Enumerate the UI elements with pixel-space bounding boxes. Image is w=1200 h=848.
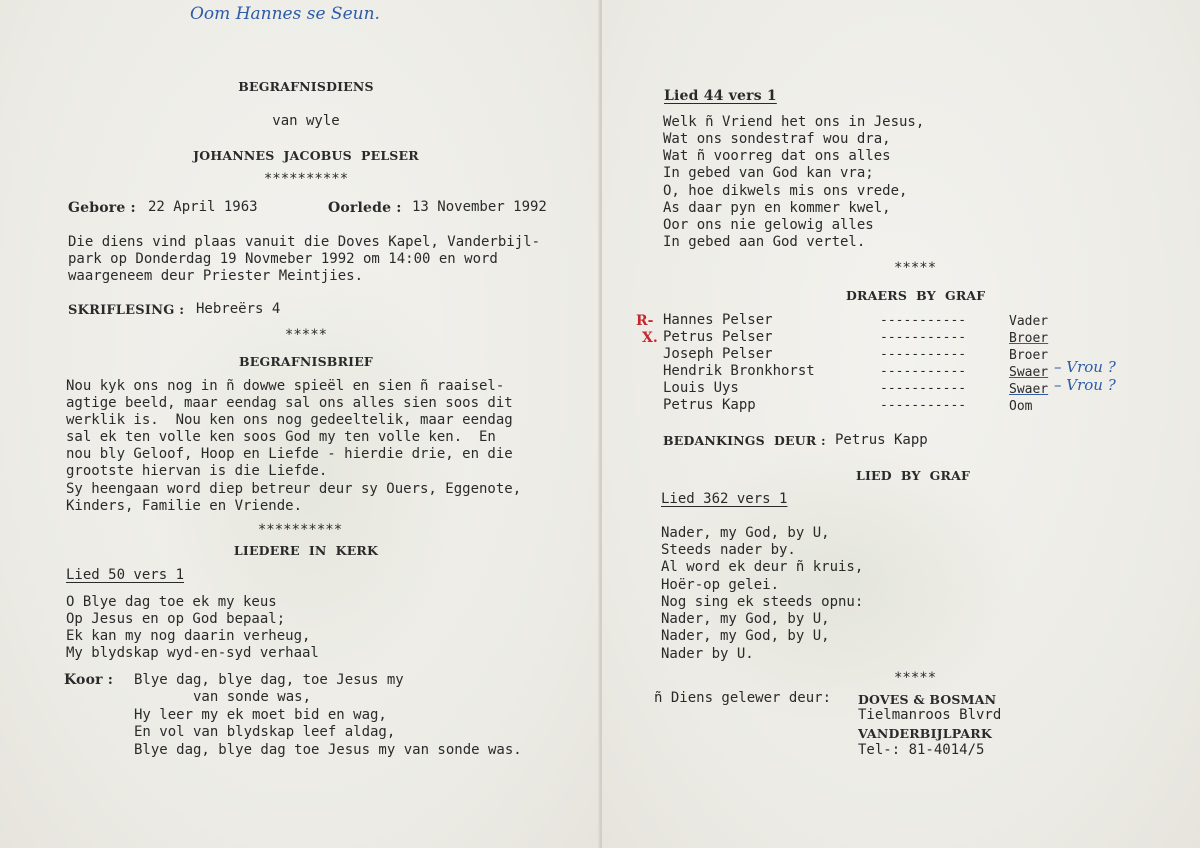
right-page <box>602 0 1200 848</box>
songs-title: LIEDERE IN KERK <box>233 543 379 558</box>
bearer-relation: Oom <box>1009 399 1033 414</box>
chorus-line-2: van sonde was, <box>134 689 312 705</box>
song-line-2: Wat ons sondestraf wou dra, <box>663 131 891 147</box>
bearer-dash: ----------- <box>880 330 967 345</box>
grave-song-line-1: Nader, my God, by U, <box>661 525 830 541</box>
grave-song-line-8: Nader by U. <box>661 646 754 662</box>
service-line-3: waargeneem deur Priester Meintjies. <box>68 268 364 284</box>
bearer-name: Hendrik Bronkhorst <box>663 363 815 379</box>
born-date: 22 April 1963 <box>148 199 258 215</box>
letter-line-6: grootste hiervan is die Liefde. <box>66 463 328 479</box>
bearer-dash: ----------- <box>880 398 967 413</box>
chorus-label: Koor : <box>64 672 114 688</box>
song-line-2: Op Jesus en op God bepaal; <box>66 611 286 627</box>
handwritten-note: – Vrou ? <box>1054 376 1116 394</box>
song-line-1: O Blye dag toe ek my keus <box>66 594 277 610</box>
service-line-1: Die diens vind plaas vanuit die Doves Kapel, Vanderbijl- <box>68 234 541 250</box>
song-line-6: As daar pyn en kommer kwel, <box>663 200 891 216</box>
service-by-label: ñ Diens gelewer deur: <box>654 690 832 706</box>
grave-song-title: LIED BY GRAF <box>856 468 971 483</box>
chorus-line-1: Blye dag, blye dag, toe Jesus my <box>134 672 404 688</box>
deceased-name: JOHANNES JACOBUS PELSER <box>193 148 419 163</box>
grave-song-line-3: Al word ek deur ñ kruis, <box>661 559 864 575</box>
song-heading: Lied 50 vers 1 <box>66 567 185 583</box>
grave-song-line-7: Nader, my God, by U, <box>661 628 830 644</box>
bearer-name: Louis Uys <box>663 380 739 396</box>
stars-divider: ***** <box>284 327 328 343</box>
letter-line-2: agtige beeld, maar eendag sal ons alles sien soos dit <box>66 395 513 411</box>
song-line-8: In gebed aan God vertel. <box>663 234 866 250</box>
bearers-title: DRAERS BY GRAF <box>846 288 986 303</box>
reading-value: Hebreërs 4 <box>196 301 281 317</box>
song-line-4: My blydskap wyd-en-syd verhaal <box>66 645 319 661</box>
letter-line-7: Sy heengaan word diep betreur deur sy Ouers, Eggenote, <box>66 481 522 497</box>
letter-line-3: werklik is. Nou ken ons nog gedeeltelik, maar eendag <box>66 412 513 428</box>
thanks-value: Petrus Kapp <box>835 432 928 448</box>
bearer-relation: Swaer <box>1009 365 1049 380</box>
bearer-dash: ----------- <box>880 347 967 362</box>
letter-line-8: Kinders, Familie en Vriende. <box>66 498 303 514</box>
chorus-line-3: Hy leer my ek moet bid en wag, <box>134 707 387 723</box>
born-label: Gebore : <box>68 200 136 216</box>
company-address-1: Tielmanroos Blvrd <box>858 707 1002 723</box>
service-title: BEGRAFNISDIENS <box>238 79 374 94</box>
letter-line-1: Nou kyk ons nog in ñ dowwe spieël en sien ñ raaisel- <box>66 378 505 394</box>
bearer-name: Petrus Pelser <box>663 329 773 345</box>
bearer-name: Joseph Pelser <box>663 346 773 362</box>
grave-song-line-5: Nog sing ek steeds opnu: <box>661 594 864 610</box>
bearer-name: Hannes Pelser <box>663 312 773 328</box>
company-phone: Tel-: 81-4014/5 <box>858 742 985 758</box>
bearer-relation: Broer <box>1009 331 1049 346</box>
song-line-1: Welk ñ Vriend het ons in Jesus, <box>663 114 925 130</box>
reading-label: SKRIFLESING : <box>68 303 185 318</box>
company-name: DOVES & BOSMAN <box>858 692 997 707</box>
bearer-dash: ----------- <box>880 381 967 396</box>
bearer-dash: ----------- <box>880 313 967 328</box>
died-date: 13 November 1992 <box>412 199 547 215</box>
song-heading: Lied 44 vers 1 <box>664 88 777 104</box>
bearer-relation: Broer <box>1009 348 1049 363</box>
chorus-line-4: En vol van blydskap leef aldag, <box>134 724 396 740</box>
grave-song-heading: Lied 362 vers 1 <box>661 491 788 507</box>
thanks-label: BEDANKINGS DEUR : <box>663 433 826 448</box>
grave-song-line-4: Hoër-op gelei. <box>661 577 780 593</box>
song-line-3: Wat ñ voorreg dat ons alles <box>663 148 891 164</box>
service-line-2: park op Donderdag 19 Novmeber 1992 om 14:00 en word <box>68 251 498 267</box>
stars-divider: ********** <box>257 522 343 538</box>
song-line-5: O, hoe dikwels mis ons vrede, <box>663 183 908 199</box>
letter-line-4: sal ek ten volle ken soos God my ten volle ken. En <box>66 429 496 445</box>
bearer-dash: ----------- <box>880 364 967 379</box>
letter-line-5: nou bly Geloof, Hoop en Liefde - hierdie drie, en die <box>66 446 513 462</box>
grave-song-line-2: Steeds nader by. <box>661 542 796 558</box>
company-address-2: VANDERBIJLPARK <box>858 726 992 741</box>
stars-divider: ***** <box>894 670 937 686</box>
stars-divider: ********** <box>263 171 349 187</box>
handwritten-top-note: Oom Hannes se Seun. <box>190 4 380 24</box>
bearer-relation: Swaer <box>1009 382 1049 397</box>
bearer-relation: Vader <box>1009 314 1049 329</box>
van-wyle-text: van wyle <box>272 113 340 129</box>
stars-divider: ***** <box>894 260 937 276</box>
song-line-3: Ek kan my nog daarin verheug, <box>66 628 311 644</box>
handwritten-mark: R- <box>636 313 654 329</box>
song-line-4: In gebed van God kan vra; <box>663 165 874 181</box>
grave-song-line-6: Nader, my God, by U, <box>661 611 830 627</box>
died-label: Oorlede : <box>328 200 402 216</box>
song-line-7: Oor ons nie gelowig alles <box>663 217 874 233</box>
bearer-name: Petrus Kapp <box>663 397 756 413</box>
handwritten-mark: X. <box>642 330 658 346</box>
handwritten-note: – Vrou ? <box>1054 358 1116 376</box>
letter-title: BEGRAFNISBRIEF <box>238 354 374 369</box>
chorus-line-5: Blye dag, blye dag toe Jesus my van sonde was. <box>134 742 522 758</box>
